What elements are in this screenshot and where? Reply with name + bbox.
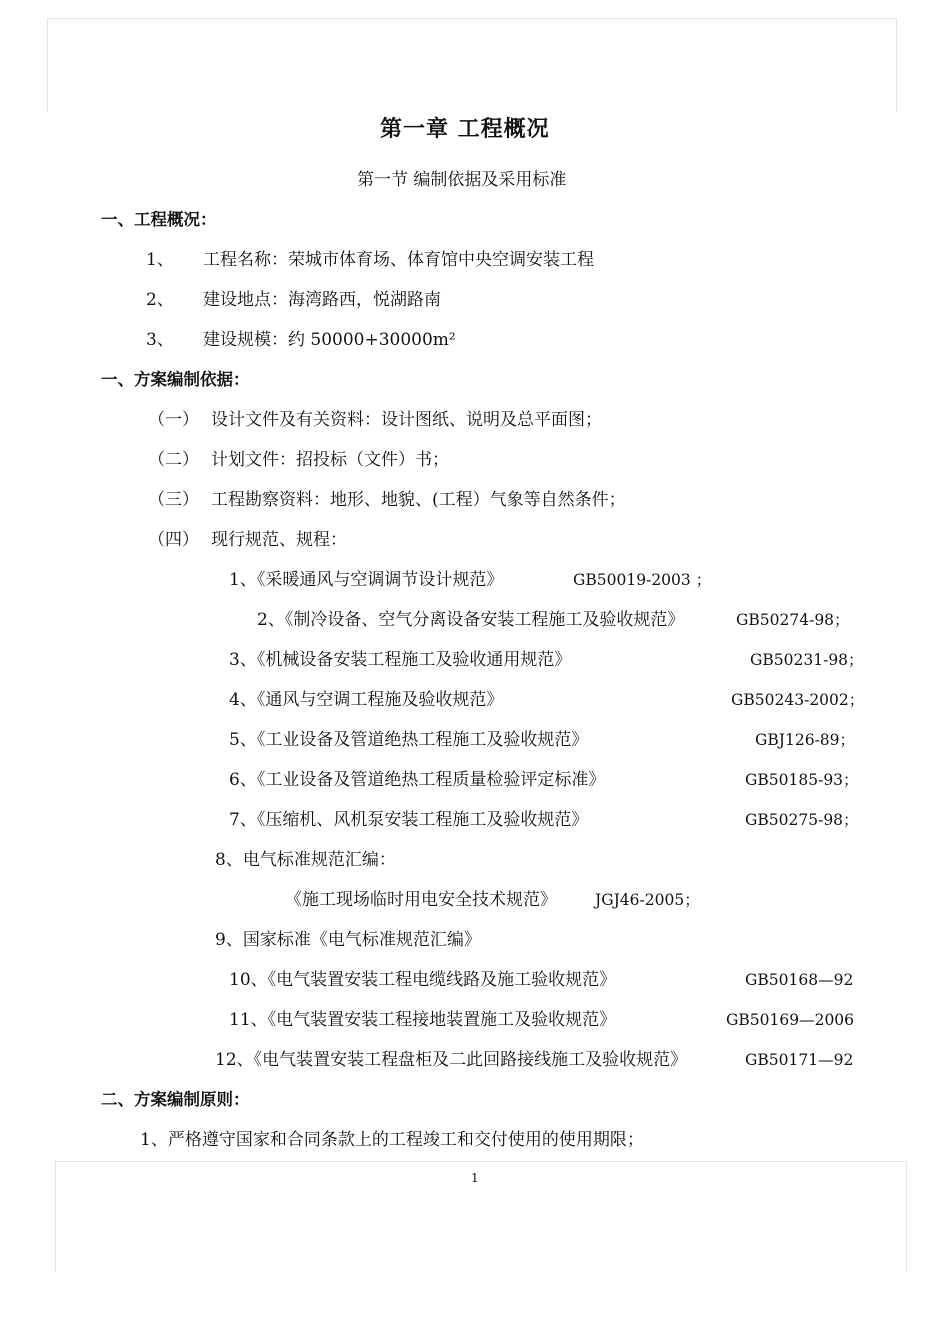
standard-code: GB50168—92 xyxy=(745,971,854,989)
page-number: 1 xyxy=(471,1171,479,1185)
standard-name: 5、《工业设备及管道绝热工程施工及验收规范》 xyxy=(229,730,589,750)
basis-item-num: （一） xyxy=(148,410,199,430)
section-title: 第一节 编制依据及采用标准 xyxy=(357,170,567,190)
standard-code: GB50231-98； xyxy=(750,651,864,669)
standard-name: 8、电气标准规范汇编： xyxy=(215,850,396,870)
standard-code: GB50243-2002； xyxy=(731,691,865,709)
overview-item-text: 建设规模：约 50000+30000m² xyxy=(203,330,456,350)
standard-code: GB50169—2006 xyxy=(726,1011,855,1029)
page-frame-top xyxy=(47,18,897,111)
chapter-title: 第一章 工程概况 xyxy=(380,116,550,142)
overview-heading: 一、工程概况： xyxy=(101,210,217,229)
basis-item-text: 工程勘察资料：地形、地貌、(工程）气象等自然条件； xyxy=(211,490,626,510)
overview-item-num: 2、 xyxy=(146,290,174,310)
principles-item: 1、严格遵守国家和合同条款上的工程竣工和交付使用的使用期限； xyxy=(140,1130,644,1150)
standard-name: 12、《电气装置安装工程盘柜及二此回路接线施工及验收规范》 xyxy=(215,1050,688,1070)
basis-heading: 一、方案编制依据： xyxy=(101,370,250,389)
standard-code: GBJ126-89； xyxy=(755,731,856,749)
overview-item-text: 建设地点：海湾路西，悦湖路南 xyxy=(203,290,441,310)
standard-code: GB50275-98； xyxy=(745,811,859,829)
principles-heading: 二、方案编制原则： xyxy=(101,1090,250,1109)
basis-item-text: 计划文件：招投标（文件）书； xyxy=(211,450,449,470)
standard-code: GB50274-98； xyxy=(736,611,850,629)
standard-name: 《施工现场临时用电安全技术规范》 xyxy=(285,890,557,910)
standard-name: 6、《工业设备及管道绝热工程质量检验评定标准》 xyxy=(229,770,606,790)
standard-name: 4、《通风与空调工程施及验收规范》 xyxy=(229,690,504,710)
standard-name: 10、《电气装置安装工程电缆线路及施工验收规范》 xyxy=(229,970,617,990)
standard-name: 9、国家标准《电气标准规范汇编》 xyxy=(215,930,481,950)
basis-item-num: （二） xyxy=(148,450,199,470)
overview-item-num: 3、 xyxy=(146,330,174,350)
basis-item-num: （四） xyxy=(148,530,199,550)
overview-item-num: 1、 xyxy=(146,250,174,270)
basis-item-text: 现行规范、规程： xyxy=(211,530,347,550)
basis-item-num: （三） xyxy=(148,490,199,510)
standard-name: 1、《采暖通风与空调调节设计规范》 xyxy=(229,570,504,590)
standard-code: GB50185-93； xyxy=(745,771,859,789)
overview-item-text: 工程名称：荣城市体育场、体育馆中央空调安装工程 xyxy=(203,250,594,270)
standard-name: 3、《机械设备安装工程施工及验收通用规范》 xyxy=(229,650,572,670)
page-frame-bottom xyxy=(55,1161,907,1272)
standard-name: 2、《制冷设备、空气分离设备安装工程施工及验收规范》 xyxy=(257,610,685,630)
standard-code: GB50019-2003 ； xyxy=(573,571,712,589)
basis-item-text: 设计文件及有关资料：设计图纸、说明及总平面图； xyxy=(211,410,602,430)
standard-code: JGJ46-2005； xyxy=(595,891,700,909)
standard-name: 11、《电气装置安装工程接地装置施工及验收规范》 xyxy=(229,1010,617,1030)
standard-name: 7、《压缩机、风机泵安装工程施工及验收规范》 xyxy=(229,810,589,830)
standard-code: GB50171—92 xyxy=(745,1051,854,1069)
